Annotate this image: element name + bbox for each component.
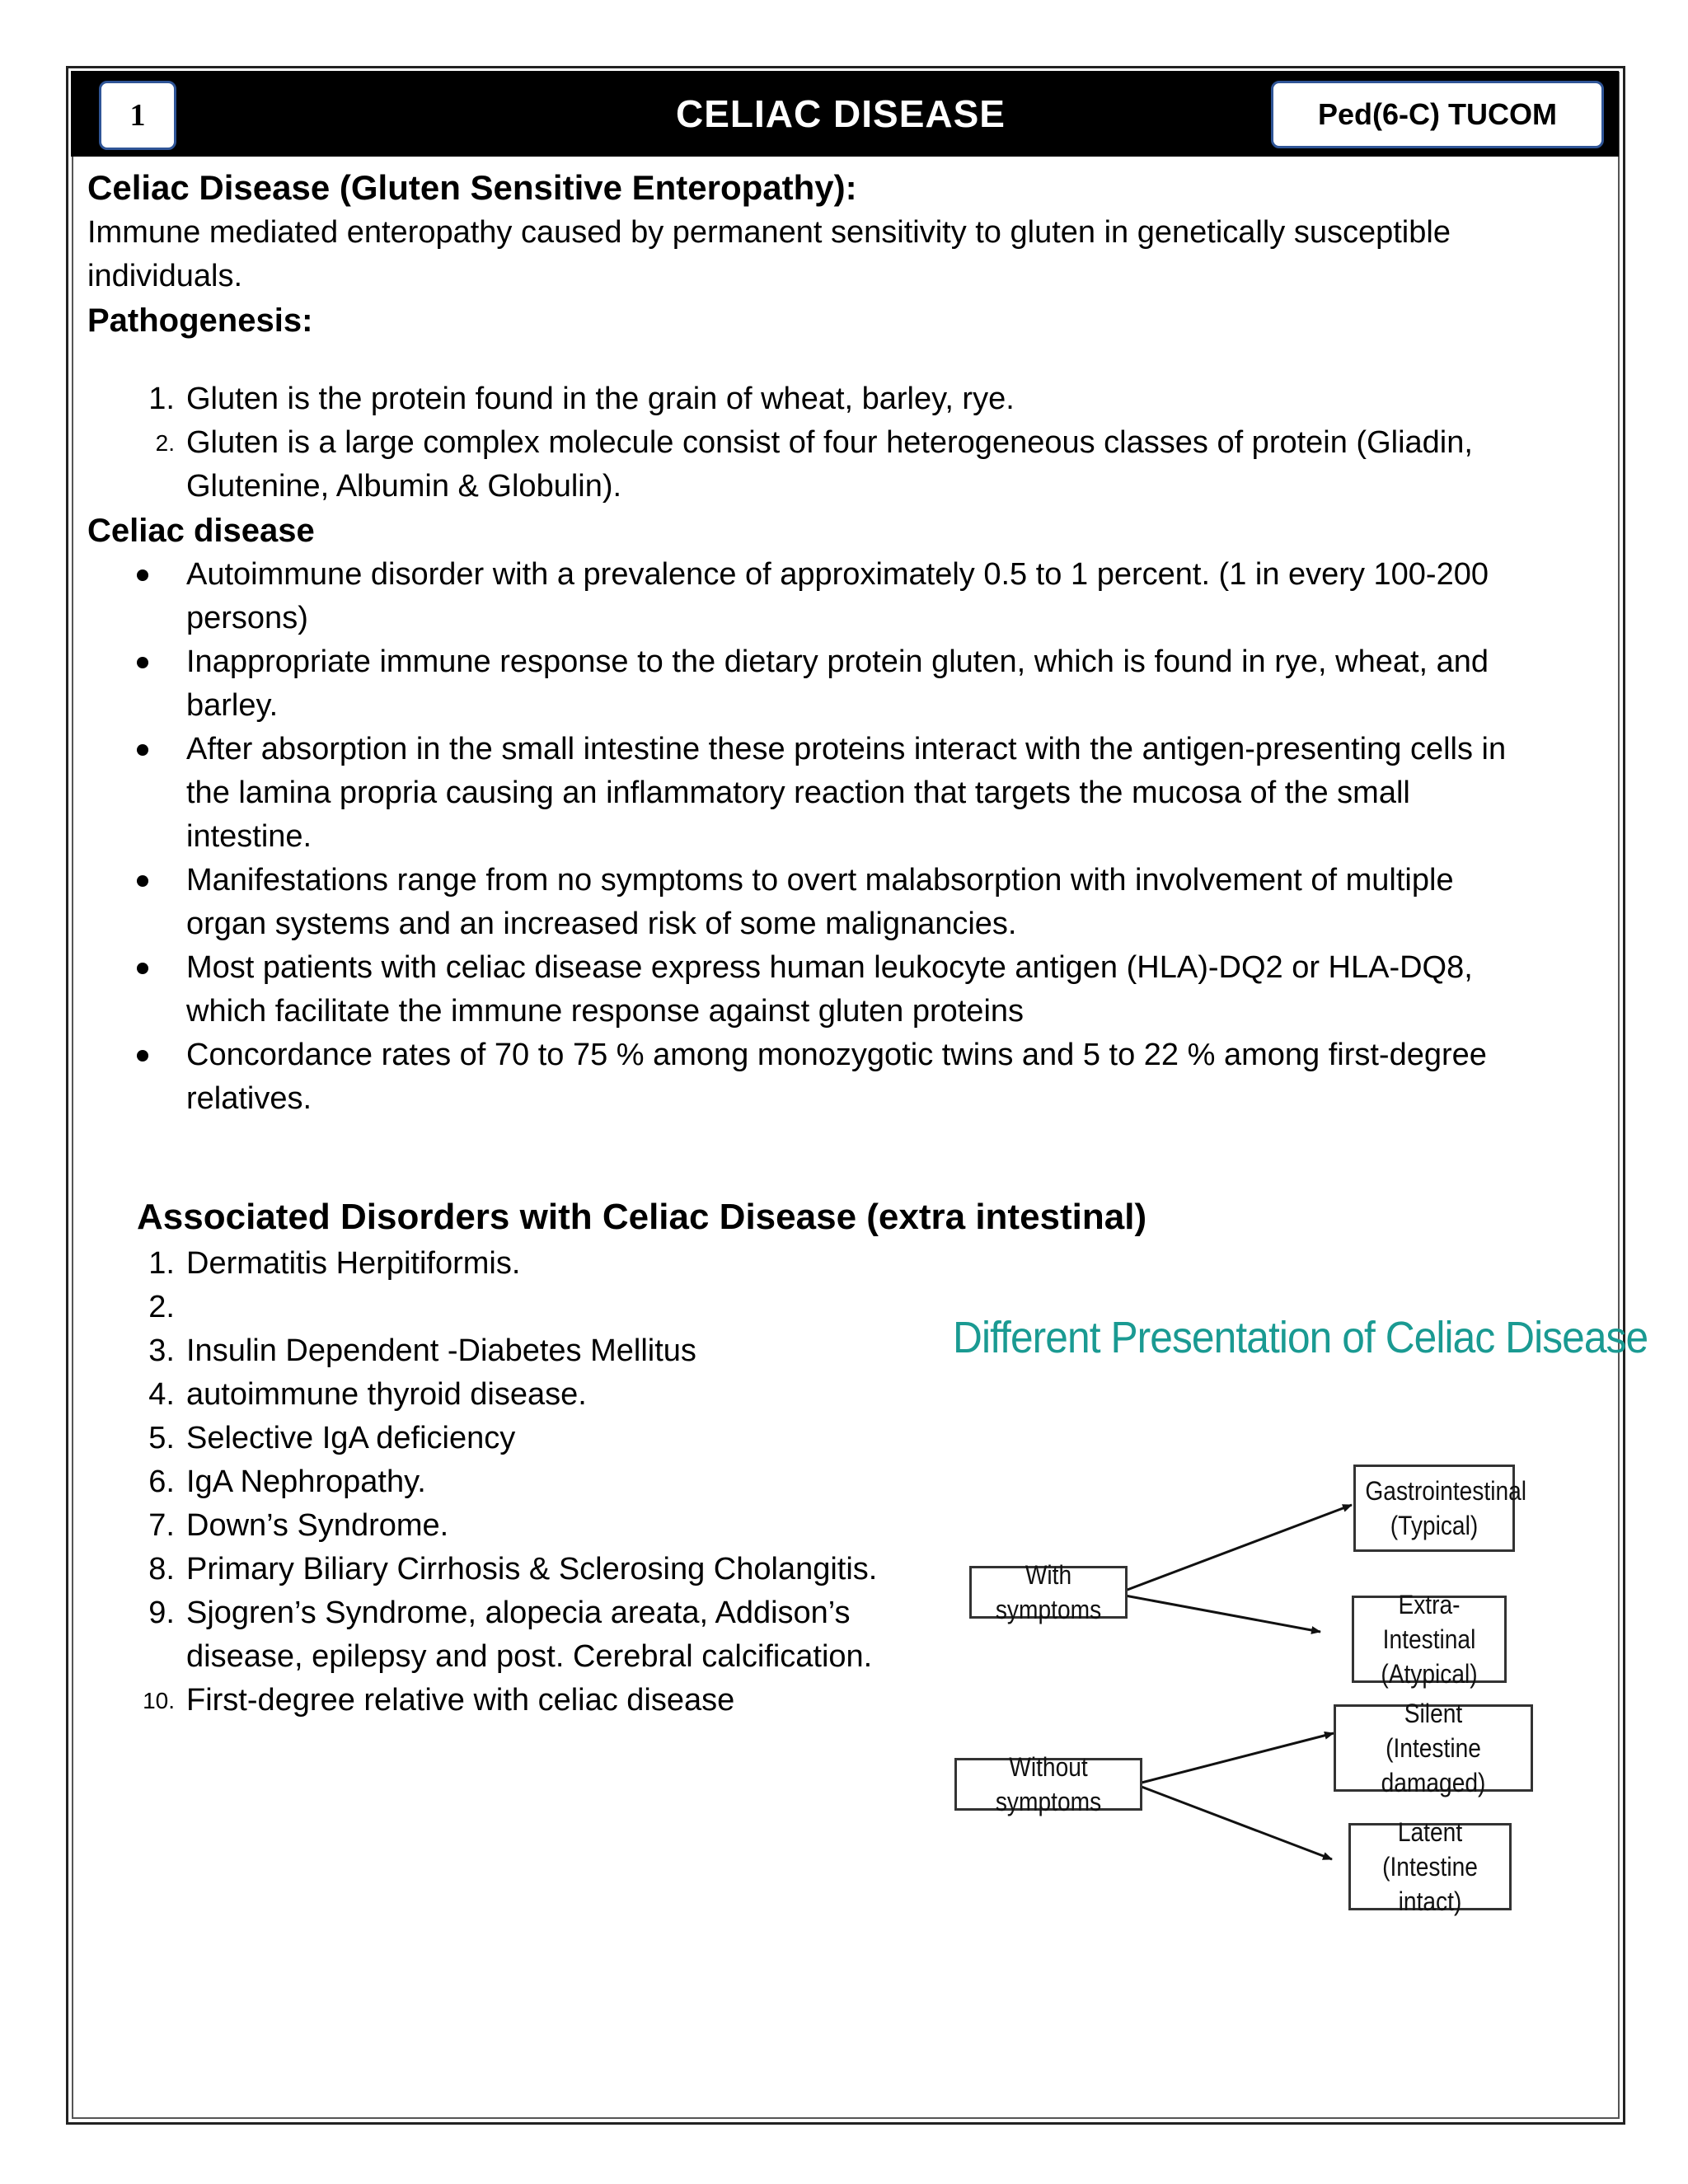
bullet-text: After absorption in the small intestine these proteins interact with the antigen-presenting cells in — [186, 732, 1507, 766]
bullet-dot-icon — [137, 963, 148, 974]
definition-heading: Celiac Disease (Gluten Sensitive Enteropathy): — [87, 168, 857, 207]
bullet-item — [87, 946, 1612, 1033]
list-text: Dermatitis Herpitiformis. — [186, 1246, 521, 1281]
with-symptoms-box — [969, 1560, 1128, 1624]
bullet-text: persons) — [186, 601, 308, 635]
list-text: First-degree relative with celiac disease — [186, 1683, 735, 1718]
list-number: 5. — [148, 1421, 175, 1455]
list-item — [87, 1460, 912, 1504]
page-number-badge: 1 — [99, 81, 176, 150]
bullet-item — [87, 728, 1612, 859]
list-number: 2. — [148, 1290, 175, 1324]
silent-label: Silent — [1404, 1699, 1463, 1728]
list-item — [87, 1329, 912, 1373]
with-symptoms-label: With symptoms — [995, 1560, 1102, 1624]
bullet-item — [87, 859, 1612, 946]
gastrointestinal-box — [1353, 1465, 1527, 1552]
list-item — [87, 1242, 912, 1286]
list-text: Glutenine, Albumin & Globulin). — [186, 469, 622, 504]
bullet-text: organ systems and an increased risk of some malignancies. — [186, 907, 1017, 941]
list-text: Down’s Syndrome. — [186, 1508, 449, 1543]
silent-sublabel: (Intestine damaged) — [1381, 1733, 1486, 1797]
celiac-heading: Celiac disease — [87, 513, 315, 549]
bullet-item — [87, 1033, 1612, 1121]
bullet-dot-icon — [137, 875, 148, 887]
list-text: Gluten is the protein found in the grain of wheat, barley, rye. — [186, 382, 1015, 416]
list-number: 1. — [148, 1246, 175, 1281]
without-symptoms-box — [954, 1752, 1142, 1816]
list-number: 8. — [148, 1552, 175, 1586]
bullet-text: Autoimmune disorder with a prevalence of approximately 0.5 to 1 percent. (1 in every 100-200 — [186, 557, 1489, 592]
bullet-text: barley. — [186, 688, 279, 723]
list-text — [186, 1286, 912, 1329]
list-number: 2. — [155, 430, 175, 456]
list-item — [87, 1504, 912, 1548]
definition-text-line-2: individuals. — [87, 259, 242, 293]
presentation-diagram — [940, 1310, 1648, 1937]
list-item — [87, 1679, 912, 1722]
arrow-to-latent — [1142, 1787, 1332, 1859]
bullet-dot-icon — [137, 569, 148, 581]
bullet-text: which facilitate the immune response against gluten proteins — [186, 994, 1025, 1029]
list-text: Gluten is a large complex molecule consist of four heterogeneous classes of protein (Gliadin, — [186, 425, 1473, 460]
bullet-dot-icon — [137, 1050, 148, 1062]
bullet-dot-icon — [137, 744, 148, 756]
silent-box — [1334, 1699, 1533, 1797]
gastrointestinal-sublabel: (Typical) — [1390, 1511, 1479, 1540]
latent-label: Latent — [1397, 1817, 1463, 1847]
list-number: 10. — [143, 1688, 175, 1713]
list-item — [87, 1286, 912, 1329]
bullet-text: Manifestations range from no symptoms to overt malabsorption with involvement of multiple — [186, 863, 1454, 898]
bullet-dot-icon — [137, 657, 148, 668]
extra-intestinal-box — [1352, 1590, 1507, 1689]
bullet-text: intestine. — [186, 819, 312, 854]
list-item — [87, 1373, 912, 1417]
list-number: 6. — [148, 1465, 175, 1499]
list-text: disease, epilepsy and post. Cerebral calcification. — [186, 1639, 873, 1674]
bullet-item — [87, 553, 1612, 640]
latent-box — [1348, 1817, 1512, 1916]
list-item — [87, 1591, 912, 1679]
main-content — [87, 165, 1612, 1121]
arrow-to-gastrointestinal — [1125, 1505, 1352, 1591]
bullet-item — [87, 640, 1612, 728]
page-title: CELIAC DISEASE — [676, 92, 1006, 135]
definition-text-line-1: Immune mediated enteropathy caused by permanent sensitivity to gluten in genetically susceptible — [87, 215, 1451, 250]
list-number: 4. — [148, 1377, 175, 1412]
arrow-to-extra-intestinal — [1125, 1596, 1320, 1632]
celiac-bullets — [87, 553, 1612, 1121]
list-text: Insulin Dependent -Diabetes Mellitus — [186, 1333, 696, 1368]
list-item — [87, 421, 1612, 509]
bullet-text: Most patients with celiac disease express human leukocyte antigen (HLA)-DQ2 or HLA-DQ8, — [186, 950, 1473, 985]
list-text: autoimmune thyroid disease. — [186, 1377, 587, 1412]
bullet-text: Inappropriate immune response to the dietary protein gluten, which is found in rye, wheat, and — [186, 644, 1489, 679]
list-number: 1. — [148, 382, 175, 416]
pathogenesis-heading: Pathogenesis: — [87, 302, 313, 339]
associated-list — [87, 1242, 912, 1722]
list-number: 7. — [148, 1508, 175, 1543]
list-item — [87, 1417, 912, 1460]
pathogenesis-list — [87, 377, 1612, 509]
list-number: 9. — [148, 1596, 175, 1630]
arrow-to-silent — [1142, 1733, 1334, 1783]
list-text: Sjogren’s Syndrome, alopecia areata, Addison’s — [186, 1596, 851, 1630]
list-item — [87, 377, 1612, 421]
list-text: Selective IgA deficiency — [186, 1421, 516, 1455]
without-symptoms-label: Without symptoms — [995, 1752, 1102, 1816]
diagram-title: Different Presentation of Celiac Disease — [953, 1313, 1648, 1362]
list-text: IgA Nephropathy. — [186, 1465, 426, 1499]
latent-sublabel: (Intestine intact) — [1382, 1852, 1478, 1916]
list-text: Primary Biliary Cirrhosis & Sclerosing Cholangitis. — [186, 1552, 878, 1586]
bullet-text: relatives. — [186, 1081, 312, 1116]
bullet-text: Concordance rates of 70 to 75 % among monozygotic twins and 5 to 22 % among first-degree — [186, 1038, 1487, 1072]
bullet-text: the lamina propria causing an inflammatory reaction that targets the mucosa of the small — [186, 776, 1410, 810]
list-item — [87, 1548, 912, 1591]
list-number: 3. — [148, 1333, 175, 1368]
extra-intestinal-label: Extra-Intestinal — [1382, 1590, 1476, 1654]
course-badge: Ped(6-C) TUCOM — [1271, 81, 1604, 148]
associated-heading: Associated Disorders with Celiac Disease (extra intestinal) — [137, 1197, 1147, 1237]
extra-intestinal-sublabel: (Atypical) — [1381, 1659, 1478, 1689]
gastrointestinal-label: Gastrointestinal — [1365, 1476, 1527, 1506]
